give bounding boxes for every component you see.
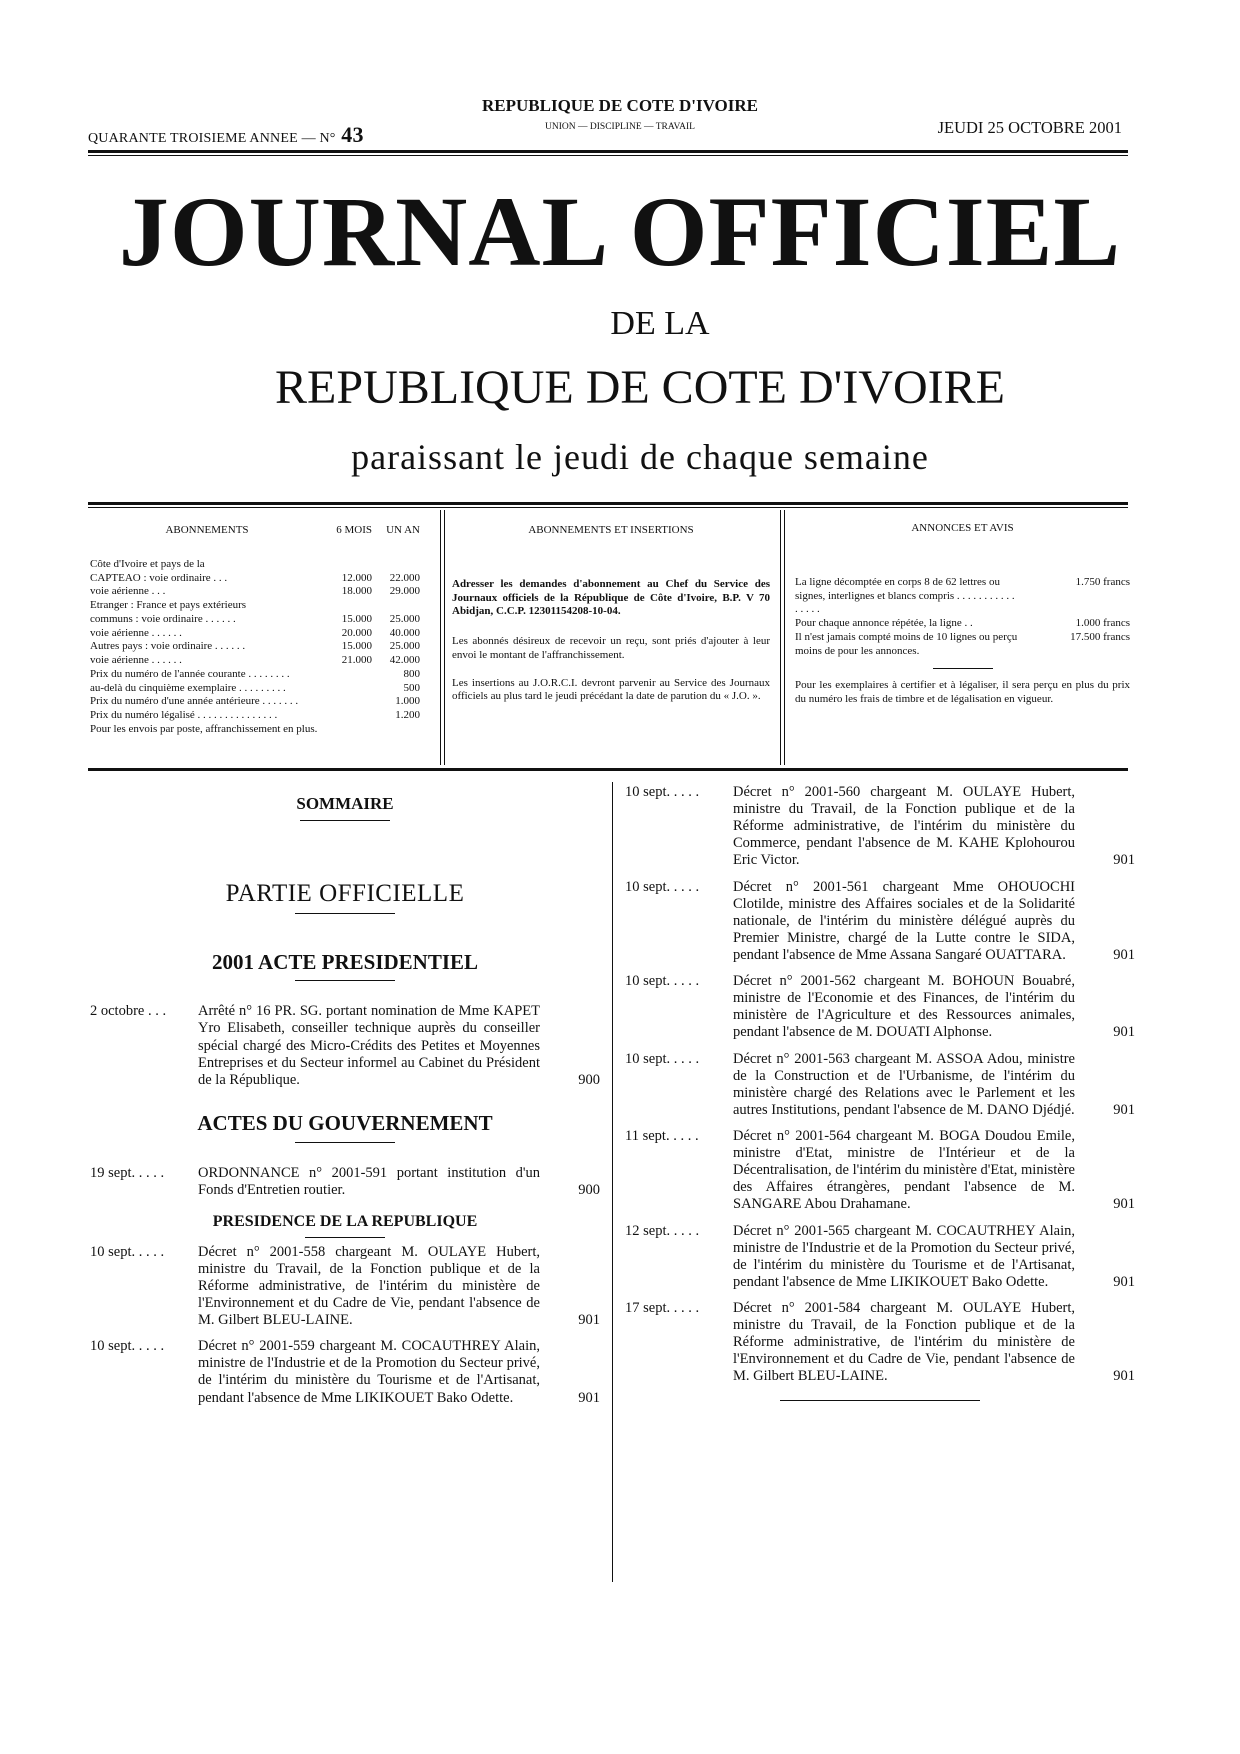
entry-date: 2 octobre . . . bbox=[90, 1003, 167, 1020]
sommaire-left-column bbox=[90, 790, 600, 1416]
subscription-row bbox=[90, 572, 420, 586]
year-label: QUARANTE TROISIEME ANNEE — N° bbox=[88, 131, 336, 146]
subscription-1an-price: 42.000 bbox=[389, 654, 420, 666]
subscription-1an-price: 25.000 bbox=[389, 640, 420, 653]
entry-date: 10 sept. . . . . bbox=[90, 1243, 165, 1260]
insertions-address: Adresser les demandes d'abonnement au Chef du Service des Journaux officiels de la République de Côte d'Ivoire, B.P. V 70 Abidjan, C.C.P. 12301154208-10-04. bbox=[452, 577, 770, 618]
sommaire-entry bbox=[625, 1223, 1135, 1291]
subscription-row bbox=[90, 558, 420, 572]
entry-page-number: 900 bbox=[578, 1181, 600, 1198]
entry-description: Décret n° 2001-561 chargeant Mme OHOUOCHI Clotilde, ministre des Affaires sociales et de la Solidarité nationale, de l'intérim du ministère délégué auprès du Premier Ministre, chargé de la Lutte contre le SIDA, pendant l'absence de Mme Assana Sangaré OUATTARA. bbox=[733, 878, 1075, 963]
subscription-label: au-delà du cinquième exemplaire . . . . . . . . . bbox=[90, 681, 286, 694]
announcement-price: 17.500 francs bbox=[1070, 630, 1130, 643]
announcement-row bbox=[795, 617, 1130, 631]
subscription-label: voie aérienne . . . . . . bbox=[90, 626, 182, 639]
sommaire-rule bbox=[300, 820, 390, 821]
subscription-1an-price: 1.000 bbox=[395, 695, 420, 708]
entry-description: Décret n° 2001-584 chargeant M. OULAYE Hubert, ministre du Travail, de la Fonction publique et de la Réforme administrative, de l'intérim du ministère de l'Environnement et du Cadre de Vie, pendant l'absence de M. Gilbert BLEU-LAINE. bbox=[733, 1299, 1075, 1385]
subscription-label: Prix du numéro de l'année courante . . . . . . . . bbox=[90, 667, 290, 680]
subscription-row bbox=[90, 682, 420, 696]
header-rule-thin bbox=[88, 155, 1128, 156]
subscription-1an-price bbox=[372, 558, 420, 572]
entry-description: ORDONNANCE n° 2001-591 portant institution d'un Fonds d'Entretien routier. bbox=[198, 1164, 540, 1198]
subscription-label: Etranger : France et pays extérieurs bbox=[90, 599, 247, 611]
entry-description: Arrêté n° 16 PR. SG. portant nomination de Mme KAPET Yro Elisabeth, conseiller technique auprès du conseiller spécial chargé des Micro-Crédits des Petites et Moyennes Entreprises et du Secteur informel au Cabinet du Président de la République. bbox=[198, 1003, 540, 1088]
announcement-label: La ligne décomptée en corps 8 de 62 lettres ou signes, interlignes et blancs compris . . . . . . . . . . . . . . . . bbox=[795, 575, 1015, 616]
announcement-row bbox=[795, 576, 1130, 617]
subscription-1an-price bbox=[372, 723, 420, 737]
subscription-6mois-price bbox=[324, 668, 372, 682]
end-rule bbox=[780, 1400, 980, 1401]
entry-page-number: 901 bbox=[578, 1312, 600, 1329]
subscription-6mois-price: 18.000 bbox=[341, 585, 372, 598]
subscription-row bbox=[90, 627, 420, 641]
box-bottom-rule bbox=[88, 768, 1128, 771]
sommaire-entry bbox=[90, 1003, 600, 1089]
subscription-6mois-price bbox=[324, 599, 372, 613]
partie-officielle: PARTIE OFFICIELLE bbox=[225, 880, 465, 908]
presidence-list bbox=[90, 1244, 600, 1407]
masthead-title: JOURNAL OFFICIEL bbox=[118, 176, 1122, 287]
presidence-rule bbox=[305, 1237, 385, 1238]
subscription-row bbox=[90, 613, 420, 627]
sommaire-entry bbox=[625, 1128, 1135, 1214]
sommaire-entry bbox=[625, 1300, 1135, 1386]
partie-rule bbox=[295, 913, 395, 914]
subscription-1an-price: 25.000 bbox=[389, 612, 420, 625]
subscription-1an-price: 1.200 bbox=[395, 709, 420, 721]
entry-page-number: 901 bbox=[1113, 852, 1135, 869]
col-6mois: 6 MOIS bbox=[336, 524, 372, 536]
entry-page-number: 901 bbox=[1113, 1024, 1135, 1041]
subscription-6mois-price: 21.000 bbox=[341, 654, 372, 666]
announcements-box bbox=[795, 510, 1130, 760]
box-divider-2 bbox=[780, 510, 781, 765]
subscription-row bbox=[90, 695, 420, 709]
box-divider-1b bbox=[444, 510, 445, 765]
masthead-subtitle: paraissant le jeudi de chaque semaine bbox=[351, 437, 929, 477]
entry-description: Décret n° 2001-563 chargeant M. ASSOA Adou, ministre de la Construction et de l'Urbanisme, de l'intérim du ministère chargé des Relations avec le Parlement et les autres Institutions, pendant l'absence de M. DANO Djédjé. bbox=[733, 1050, 1075, 1118]
entry-description: Décret n° 2001-560 chargeant M. OULAYE Hubert, ministre du Travail, de la Fonction publique et de la Réforme administrative, de l'intérim du ministère du Commerce, pendant l'absence de M. KAHE Kplohourou Eric Victor. bbox=[733, 784, 1075, 869]
entry-date: 10 sept. . . . . bbox=[625, 784, 700, 800]
sommaire-entry bbox=[625, 973, 1135, 1041]
actes-gouvernement-heading: ACTES DU GOUVERNEMENT bbox=[197, 1110, 493, 1135]
entry-date: 19 sept. . . . . bbox=[90, 1164, 165, 1181]
subscription-1an-price: 22.000 bbox=[389, 571, 420, 584]
subscription-row bbox=[90, 599, 420, 613]
subscription-6mois-price bbox=[324, 723, 372, 737]
column-divider bbox=[612, 782, 613, 1582]
subscription-label: Prix du numéro légalisé . . . . . . . . . . . . . . . bbox=[90, 709, 278, 721]
subscription-6mois-price: 15.000 bbox=[341, 612, 372, 625]
sommaire-entry bbox=[90, 1244, 600, 1330]
masthead-de-la: DE LA bbox=[610, 305, 710, 342]
entry-date: 12 sept. . . . . bbox=[625, 1222, 700, 1239]
subscription-6mois-price: 15.000 bbox=[341, 640, 372, 653]
actes-gouvernement-list bbox=[90, 1165, 600, 1199]
acte-presidentiel-heading: 2001 ACTE PRESIDENTIEL bbox=[211, 949, 479, 974]
subscription-rows bbox=[90, 558, 420, 737]
announcement-row bbox=[795, 631, 1130, 659]
subscription-label: voie aérienne . . . . . . bbox=[90, 654, 182, 666]
subscription-1an-price: 800 bbox=[403, 667, 420, 680]
subscription-row bbox=[90, 654, 420, 668]
subscription-row bbox=[90, 640, 420, 654]
subscriptions-box bbox=[90, 510, 420, 760]
subscription-label: Pour les envois par poste, affranchissement en plus. bbox=[90, 722, 318, 735]
subscription-row bbox=[90, 709, 420, 723]
issue-date: JEUDI 25 OCTOBRE 2001 bbox=[937, 118, 1122, 137]
subscription-6mois-price bbox=[324, 695, 372, 709]
entry-date: 10 sept. . . . . bbox=[90, 1338, 165, 1355]
subscription-label: CAPTEAO : voie ordinaire . . . bbox=[90, 571, 228, 584]
sommaire-entry bbox=[625, 879, 1135, 965]
box-top-rule-thin bbox=[88, 507, 1128, 508]
announcements-rule bbox=[933, 668, 993, 669]
entry-date: 10 sept. . . . . bbox=[625, 878, 700, 895]
col-1an: UN AN bbox=[386, 524, 420, 536]
subscription-1an-price bbox=[372, 599, 420, 613]
entry-date: 11 sept. . . . . bbox=[625, 1127, 699, 1144]
announcement-price: 1.000 francs bbox=[1075, 617, 1130, 629]
subscription-6mois-price: 12.000 bbox=[341, 571, 372, 584]
acte-presidentiel-list bbox=[90, 1003, 600, 1089]
insertions-receipt-note: Les abonnés désireux de recevoir un reçu, sont priés d'ajouter à leur envoi le montant de l'affranchissement. bbox=[452, 635, 770, 661]
entry-description: Décret n° 2001-564 chargeant M. BOGA Doudou Emile, ministre d'Etat, ministre de l'Intérieur et de la Décentralisation, de l'intérim du ministère d'Etat, ministère des Affaires étrangères, pendant l'absence de M. SANGARE Abou Drahamane. bbox=[733, 1127, 1075, 1213]
entry-page-number: 900 bbox=[578, 1071, 600, 1088]
announcement-label: Il n'est jamais compté moins de 10 lignes ou perçu moins de pour les annonces. bbox=[795, 630, 1018, 657]
header-rule bbox=[88, 150, 1128, 153]
header-motto: UNION — DISCIPLINE — TRAVAIL bbox=[545, 122, 695, 132]
subscription-label: voie aérienne . . . bbox=[90, 585, 166, 598]
announcements-note: Pour les exemplaires à certifier et à légaliser, il sera perçu en plus du prix du numéro les frais de timbre et de légalisation en vigueur. bbox=[795, 679, 1130, 705]
acte-rule bbox=[295, 980, 395, 981]
subscription-label: communs : voie ordinaire . . . . . . bbox=[90, 612, 236, 625]
sommaire-entry bbox=[90, 1338, 600, 1406]
sommaire-entry bbox=[90, 1165, 600, 1199]
subscription-6mois-price bbox=[324, 682, 372, 696]
entry-description: Décret n° 2001-565 chargeant M. COCAUTRHEY Alain, ministre de l'Industrie et de la Promotion du Secteur privé, de l'intérim du ministère du Tourisme et de l'Artisanat, pendant l'absence de Mme LIKIKOUET Bako Odette. bbox=[733, 1222, 1075, 1290]
announcement-price: 1.750 francs bbox=[1075, 575, 1130, 588]
sommaire-right-column bbox=[625, 784, 1135, 1401]
sommaire-title: SOMMAIRE bbox=[296, 794, 394, 813]
entry-date: 17 sept. . . . . bbox=[625, 1299, 700, 1316]
subscription-1an-price: 40.000 bbox=[389, 626, 420, 639]
box-divider-2b bbox=[784, 510, 785, 765]
subscription-6mois-price bbox=[324, 709, 372, 723]
entry-description: Décret n° 2001-558 chargeant M. OULAYE Hubert, ministre du Travail, de la Fonction publique et de la Réforme administrative, de l'intérim du ministère de l'Environnement et du Cadre de Vie, pendant l'absence de M. Gilbert BLEU-LAINE. bbox=[198, 1243, 540, 1329]
announcements-heading: ANNONCES ET AVIS bbox=[911, 522, 1014, 534]
entry-description: Décret n° 2001-562 chargeant M. BOHOUN Bouabré, ministre de l'Economie et des Finances, de l'intérim du ministère de l'Agriculture et des Ressources animales, pendant l'absence de M. DOUATI Alphonse. bbox=[733, 973, 1075, 1041]
box-top-rule bbox=[88, 502, 1128, 505]
insertions-deadline-note: Les insertions au J.O.R.C.I. devront parvenir au Service des Journaux officiels au plus tard le jeudi précédant la date de parution du « J.O. ». bbox=[452, 676, 770, 703]
entry-page-number: 901 bbox=[1113, 946, 1135, 963]
subscription-row bbox=[90, 668, 420, 682]
header-country: REPUBLIQUE DE COTE D'IVOIRE bbox=[482, 96, 758, 115]
box-divider-1 bbox=[440, 510, 441, 765]
sommaire-entry bbox=[625, 784, 1135, 870]
subscription-row bbox=[90, 585, 420, 599]
presidence-heading: PRESIDENCE DE LA REPUBLIQUE bbox=[212, 1212, 478, 1230]
entry-page-number: 901 bbox=[1113, 1101, 1135, 1118]
sommaire-entry bbox=[625, 1051, 1135, 1119]
gouvernement-rule bbox=[295, 1142, 395, 1143]
announcement-rows bbox=[795, 576, 1130, 659]
insertions-heading: ABONNEMENTS ET INSERTIONS bbox=[528, 524, 694, 536]
subscription-6mois-price bbox=[324, 558, 372, 572]
issue-number: 43 bbox=[341, 122, 364, 147]
entry-page-number: 901 bbox=[1113, 1368, 1135, 1385]
subscription-row bbox=[90, 723, 420, 737]
masthead-republic: REPUBLIQUE DE COTE D'IVOIRE bbox=[275, 361, 1005, 414]
subscription-1an-price: 29.000 bbox=[389, 585, 420, 598]
entry-page-number: 901 bbox=[1113, 1273, 1135, 1290]
subscription-label: Autres pays : voie ordinaire . . . . . . bbox=[90, 640, 246, 653]
entry-description: Décret n° 2001-559 chargeant M. COCAUTHREY Alain, ministre de l'Industrie et de la Promotion du Secteur privé, de l'intérim du ministère du Tourisme et de l'Artisanat, pendant l'absence de Mme LIKIKOUET Bako Odette. bbox=[198, 1338, 540, 1406]
subscription-label: Prix du numéro d'une année antérieure . . . . . . . bbox=[90, 695, 299, 708]
insertions-box bbox=[452, 510, 770, 760]
subscriptions-heading: ABONNEMENTS bbox=[165, 524, 249, 536]
entry-page-number: 901 bbox=[578, 1389, 600, 1406]
subscription-1an-price: 500 bbox=[403, 681, 420, 694]
entry-page-number: 901 bbox=[1113, 1196, 1135, 1213]
right-decree-list bbox=[625, 784, 1135, 1386]
entry-date: 10 sept. . . . . bbox=[625, 1050, 700, 1067]
subscription-6mois-price: 20.000 bbox=[341, 626, 372, 639]
subscription-label: Côte d'Ivoire et pays de la bbox=[90, 557, 205, 570]
announcement-label: Pour chaque annonce répétée, la ligne . . bbox=[795, 617, 973, 629]
entry-date: 10 sept. . . . . bbox=[625, 973, 700, 990]
